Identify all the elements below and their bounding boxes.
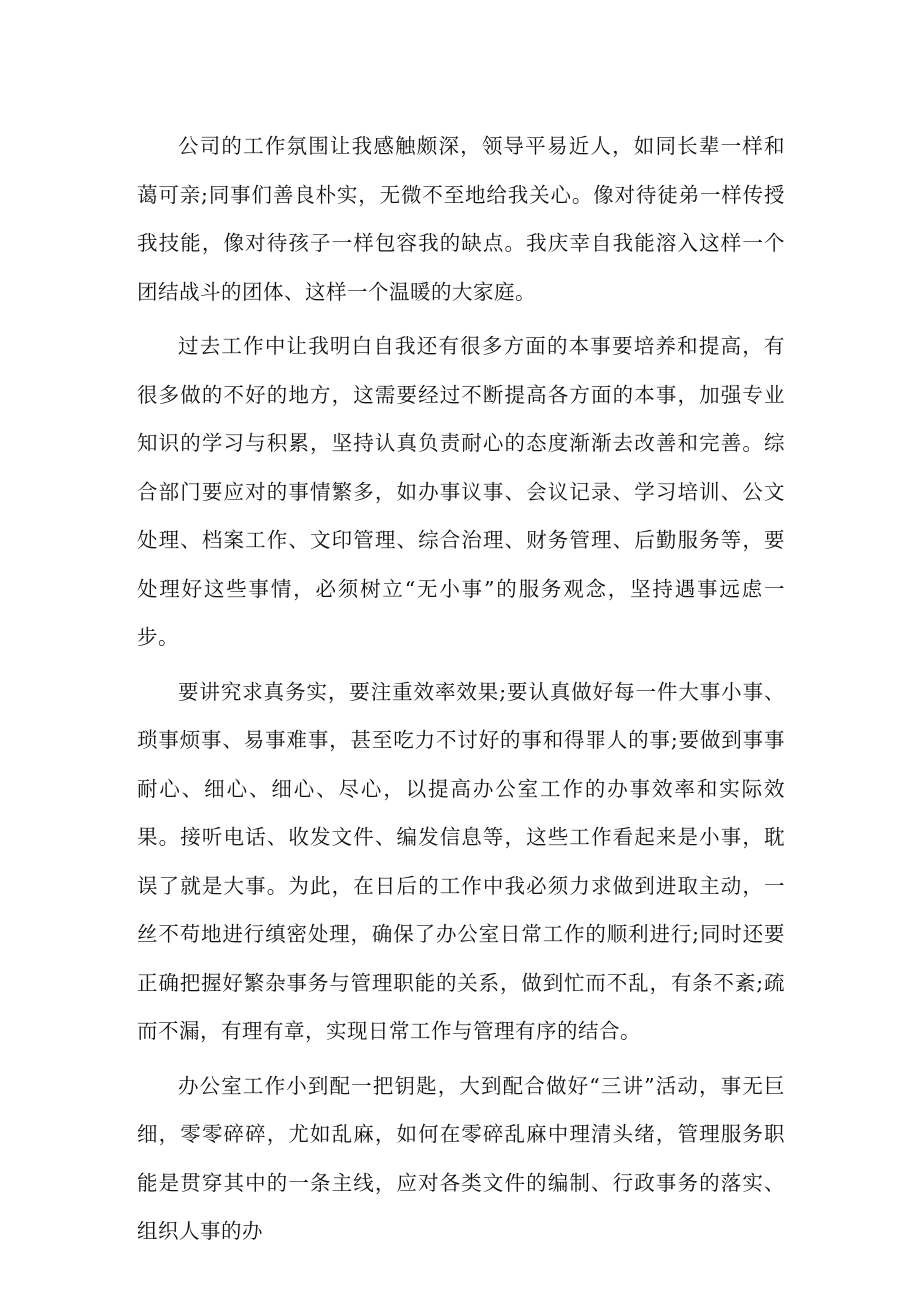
paragraph-2: 过去工作中让我明白自我还有很多方面的本事要培养和提高，有很多做的不好的地方，这需要经过不断提高各方面的本事，加强专业知识的学习与积累，坚持认真负责耐心的态度渐渐去改善和完善。综合部门要应对的事情繁多，如办事议事、会议记录、学习培训、公文处理、档案工作、文印管理、综合治理、财务管理、后勤服务等，要处理好这些事情，必须树立“无小事”的服务观念，坚持遇事远虑一步。: [137, 334, 785, 649]
paragraph-1: 公司的工作氛围让我感触颇深，领导平易近人，如同长辈一样和蔼可亲;同事们善良朴实，无微不至地给我关心。像对待徒弟一样传授我技能，像对待孩子一样包容我的缺点。我庆幸自我能溶入这样一个团结战斗的团体、这样一个温暖的大家庭。: [137, 134, 785, 304]
paragraph-4: 办公室工作小到配一把钥匙，大到配合做好“三讲”活动，事无巨细，零零碎碎，尤如乱麻，如何在零碎乱麻中理清头绪，管理服务职能是贯穿其中的一条主线，应对各类文件的编制、行政事务的落实、组织人事的办: [137, 1073, 785, 1243]
paragraph-3: 要讲究求真务实，要注重效率效果;要认真做好每一件大事小事、琐事烦事、易事难事，甚至吃力不讨好的事和得罪人的事;要做到事事耐心、细心、细心、尽心，以提高办公室工作的办事效率和实际效果。接听电话、收发文件、编发信息等，这些工作看起来是小事，耽误了就是大事。为此，在日后的工作中我必须力求做到进取主动，一丝不苟地进行缜密处理，确保了办公室日常工作的顺利进行;同时还要正确把握好繁杂事务与管理职能的关系，做到忙而不乱，有条不紊;疏而不漏，有理有章，实现日常工作与管理有序的结合。: [137, 679, 785, 1043]
document-body: [137, 122, 785, 1262]
